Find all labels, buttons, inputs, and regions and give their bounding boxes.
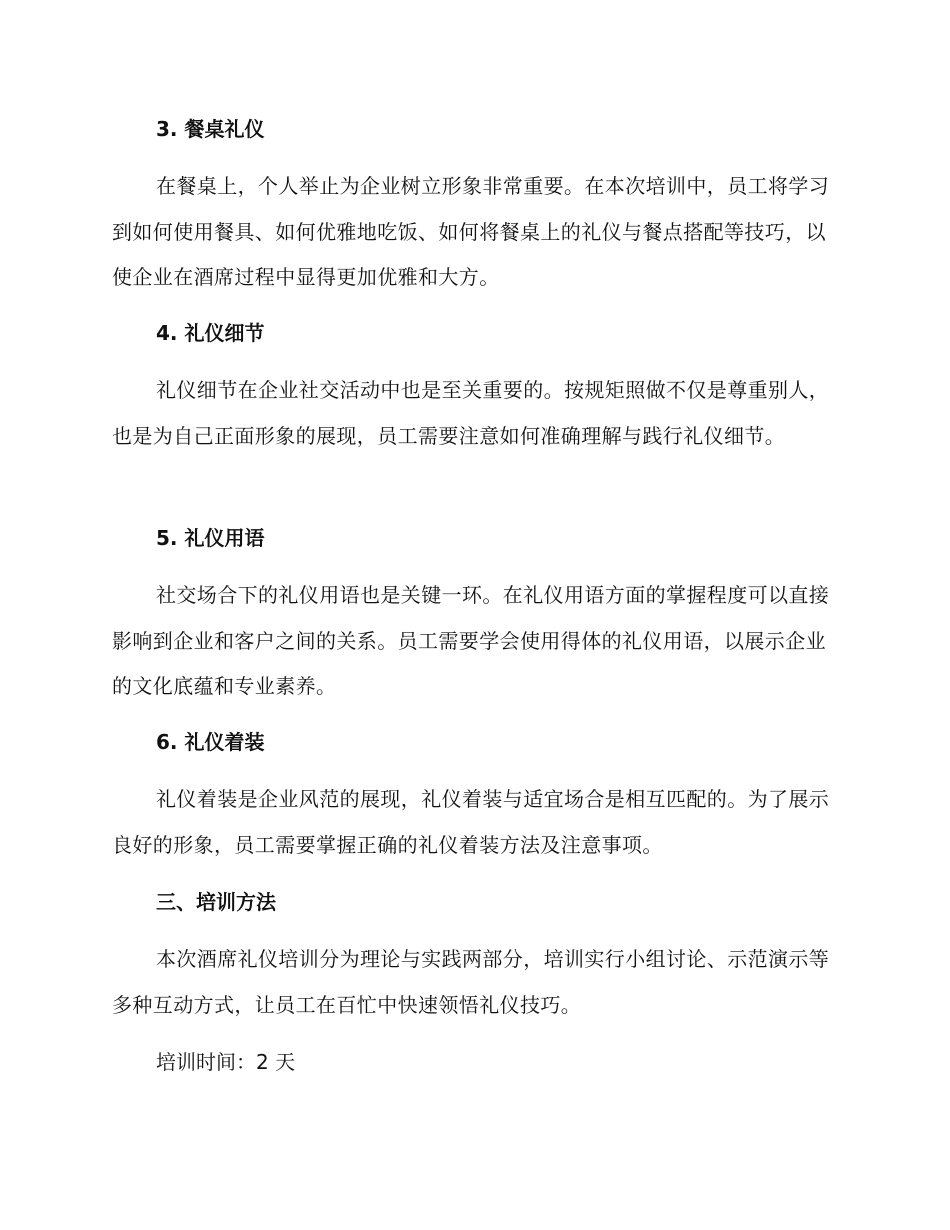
section-heading-table-etiquette: 3. 餐桌礼仪	[156, 117, 265, 141]
section-heading-etiquette-attire: 6. 礼仪着装	[156, 730, 265, 754]
section-paragraph-etiquette-attire: 礼仪着装是企业风范的展现，礼仪着装与适宜场合是相互匹配的。为了展示良好的形象，员工需要掌握正确的礼仪着装方法及注意事项。	[112, 787, 830, 857]
section-heading-etiquette-details: 4. 礼仪细节	[156, 321, 265, 345]
section-heading-etiquette-language: 5. 礼仪用语	[156, 526, 265, 550]
section-paragraph-etiquette-language: 社交场合下的礼仪用语也是关键一环。在礼仪用语方面的掌握程度可以直接影响到企业和客户之间的关系。员工需要学会使用得体的礼仪用语，以展示企业的文化底蕴和专业素养。	[112, 583, 830, 698]
section-paragraph-table-etiquette: 在餐桌上，个人举止为企业树立形象非常重要。在本次培训中，员工将学习到如何使用餐具、如何优雅地吃饭、如何将餐桌上的礼仪与餐点搭配等技巧，以使企业在酒席过程中显得更加优雅和大方。	[112, 174, 830, 289]
training-time: 培训时间：2 天	[156, 1050, 296, 1074]
section-heading-training-method: 三、培训方法	[156, 890, 276, 914]
section-paragraph-training-method: 本次酒席礼仪培训分为理论与实践两部分，培训实行小组讨论、示范演示等多种互动方式，让员工在百忙中快速领悟礼仪技巧。	[112, 947, 830, 1017]
section-paragraph-etiquette-details: 礼仪细节在企业社交活动中也是至关重要的。按规矩照做不仅是尊重别人，也是为自己正面形象的展现，员工需要注意如何准确理解与践行礼仪细节。	[112, 378, 830, 448]
